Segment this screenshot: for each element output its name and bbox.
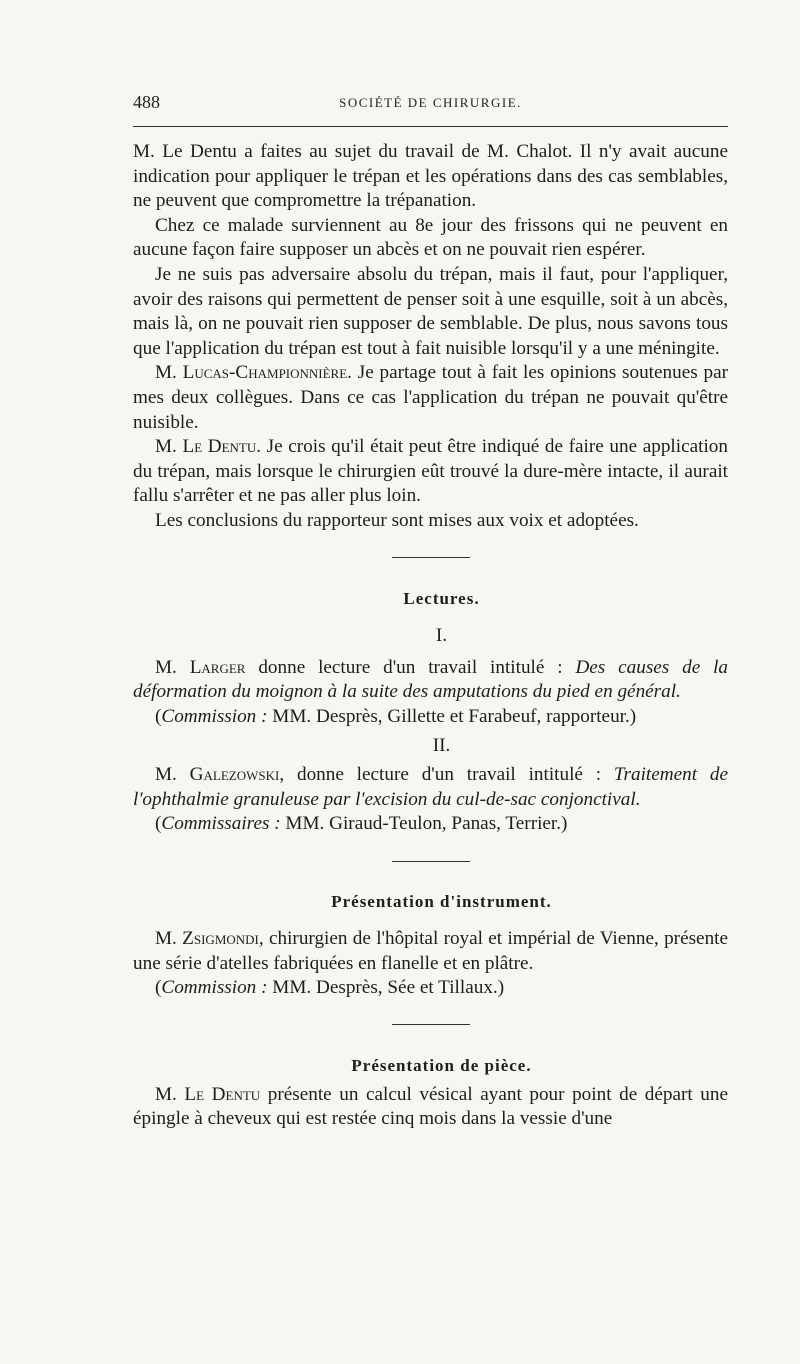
lecture-2 bbox=[133, 763, 728, 812]
lecture-1-commission: (Commission : MM. Desprès, Gillette et Farabeuf, rapporteur.) bbox=[155, 705, 637, 727]
paragraph-text: Je crois qu'il était peut être indiqué de faire une application du trépan, mais lorsque le chirurgien eût trouvé la dure-mère intacte, il aurait fallu s'arrêter et ne pas aller plus loin. bbox=[133, 436, 728, 507]
paragraph-2: Chez ce malade surviennent au 8e jour des frissons qui ne peuvent en aucune façon faire supposer un abcès et on ne pouvait rien espérer. bbox=[133, 214, 728, 261]
paragraph-6: Les conclusions du rapporteur sont mises aux voix et adoptées. bbox=[155, 509, 639, 531]
section-divider bbox=[133, 1001, 728, 1049]
instrument-text: chirurgien de l'hôpital royal et impérial de Vienne, présente une série d'atelles fabriquées en flanelle et en plâtre. bbox=[133, 928, 729, 974]
lectures-heading: Lectures. bbox=[403, 588, 480, 608]
commission-members: MM. Desprès, Gillette et Farabeuf, rapporteur.) bbox=[267, 705, 637, 727]
lecture-numeral-1: I. bbox=[435, 624, 448, 646]
paragraph-text: Je partage tout à fait les opinions soutenues par mes deux collègues. Dans ce cas l'application du trépan ne pouvait qu'être nuisible. bbox=[133, 362, 728, 433]
page-header bbox=[133, 92, 728, 116]
paragraph-3: Je ne suis pas adversaire absolu du trépan, mais il faut, pour l'appliquer, avoir des raisons qui permettent de penser soit à une esquille, soit à un abcès, mais là, on ne pouvait rien supposer de semblable. De plus, nous savons tous que l'application du trépan est tout à fait nuisible lorsqu'il y a une méningite. bbox=[133, 263, 728, 359]
instrument-commission: (Commission : MM. Desprès, Sée et Tillaux.) bbox=[155, 977, 505, 999]
piece-heading: Présentation de pièce. bbox=[351, 1055, 532, 1075]
lecture-title: Des causes de la déformation du moignon à la suite des amputations du pied en général. bbox=[133, 656, 729, 703]
paragraph-1: M. Le Dentu a faites au sujet du travail de M. Chalot. Il n'y avait aucune indication pour appliquer le trépan et les opérations dans des cas semblables, ne peuvent que compromettre la trépanation. bbox=[133, 141, 728, 212]
commission-members: MM. Desprès, Sée et Tillaux.) bbox=[267, 977, 505, 999]
section-divider bbox=[133, 837, 728, 885]
piece-paragraph bbox=[133, 1083, 728, 1132]
commission-label: Commission : bbox=[161, 977, 268, 999]
lecture-2-commission: (Commissaires : MM. Giraud-Teulon, Panas, Terrier.) bbox=[155, 813, 568, 835]
instrument-paragraph bbox=[133, 927, 728, 976]
commission-label: Commissaires : bbox=[161, 813, 281, 835]
piece-text: présente un calcul vésical ayant pour point de départ une épingle à cheveux qui est restée cinq mois dans la vessie d'une bbox=[133, 1083, 728, 1130]
page-number: 488 bbox=[133, 92, 160, 112]
speaker-name: M. Larger bbox=[155, 656, 246, 678]
speaker-name: M. Le Dentu bbox=[155, 1083, 261, 1105]
speaker-name: M. Zsigmondi, bbox=[155, 928, 264, 950]
lecture-title: Traitement de l'ophthalmie granuleuse par l'excision du cul-de-sac conjonctival. bbox=[133, 764, 728, 810]
lecture-text: donne lecture d'un travail intitulé : bbox=[245, 656, 576, 678]
lecture-text: donne lecture d'un travail intitulé : bbox=[284, 764, 614, 786]
instrument-heading: Présentation d'instrument. bbox=[331, 892, 552, 912]
commission-label: Commission : bbox=[161, 705, 268, 727]
lecture-1 bbox=[133, 656, 728, 705]
lecture-numeral-2: II. bbox=[432, 735, 451, 757]
speaker-name: M. Lucas-Championnière. bbox=[155, 362, 352, 384]
paragraph-4 bbox=[133, 361, 728, 435]
paragraph-5 bbox=[133, 435, 728, 509]
section-divider bbox=[133, 534, 728, 582]
running-title: SOCIÉTÉ DE CHIRURGIE. bbox=[339, 95, 522, 110]
speaker-name: M. Galezowski, bbox=[155, 764, 285, 786]
page-body bbox=[133, 140, 728, 1132]
speaker-name: M. Le Dentu. bbox=[155, 436, 262, 458]
commission-members: MM. Giraud-Teulon, Panas, Terrier.) bbox=[280, 813, 568, 835]
header-rule bbox=[133, 126, 728, 127]
